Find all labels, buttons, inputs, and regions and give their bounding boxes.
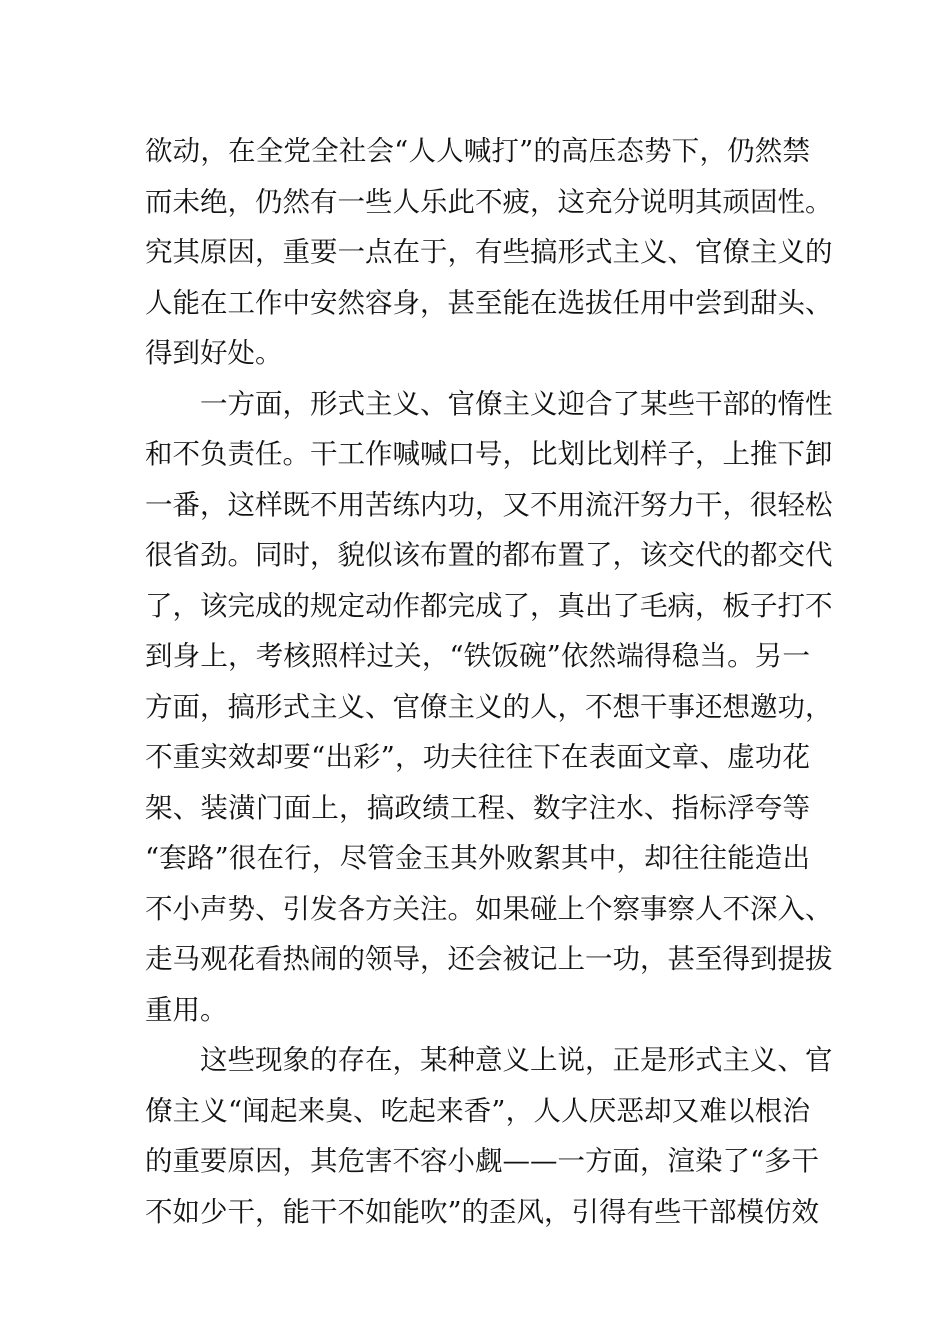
text-line: 重用。	[145, 993, 228, 1026]
document-body	[145, 126, 833, 1237]
text-line: 了，该完成的规定动作都完成了，真出了毛病，板子打不	[145, 589, 833, 622]
text-line: 和不负责任。干工作喊喊口号，比划比划样子，上推下卸	[145, 438, 833, 470]
text-line: 僚主义“闻起来臭、吃起来香”，人人厌恶却又难以根治	[145, 1094, 810, 1127]
text-line: 不小声势、引发各方关注。如果碰上个察事察人不深入、	[145, 892, 833, 925]
text-line: 方面，搞形式主义、官僚主义的人，不想干事还想邀功，	[145, 690, 833, 723]
paragraph	[145, 126, 833, 379]
text-line: 走马观花看热闹的领导，还会被记上一功，甚至得到提拔	[145, 943, 833, 975]
text-line: 不重实效却要“出彩”，功夫往往下在表面文章、虚功花	[145, 741, 810, 773]
text-line: 人能在工作中安然容身，甚至能在选拔任用中尝到甜头、	[145, 286, 833, 319]
text-line: 一番，这样既不用苦练内功，又不用流汗努力干，很轻松	[145, 488, 833, 521]
text-line: 一方面，形式主义、官僚主义迎合了某些干部的惰性	[200, 387, 833, 420]
text-line: 而未绝，仍然有一些人乐此不疲，这充分说明其顽固性。	[145, 185, 833, 218]
text-line: 架、装潢门面上，搞政绩工程、数字注水、指标浮夸等	[145, 791, 810, 824]
text-line: 这些现象的存在，某种意义上说，正是形式主义、官	[200, 1044, 833, 1076]
paragraph	[145, 1035, 833, 1237]
text-line: 得到好处。	[145, 337, 283, 369]
text-line: 究其原因，重要一点在于，有些搞形式主义、官僚主义的	[145, 236, 833, 268]
text-line: 不如少干，能干不如能吹”的歪风，引得有些干部模仿效	[145, 1195, 820, 1228]
text-line: 很省劲。同时，貌似该布置的都布置了，该交代的都交代	[145, 539, 833, 571]
text-line: “套路”很在行，尽管金玉其外败絮其中，却往往能造出	[145, 842, 810, 874]
text-line: 欲动，在全党全社会“人人喊打”的高压态势下，仍然禁	[145, 135, 810, 167]
text-line: 的重要原因，其危害不容小觑——一方面，渲染了“多干	[145, 1145, 820, 1177]
paragraph	[145, 379, 833, 1036]
text-line: 到身上，考核照样过关，“铁饭碗”依然端得稳当。另一	[145, 640, 810, 672]
